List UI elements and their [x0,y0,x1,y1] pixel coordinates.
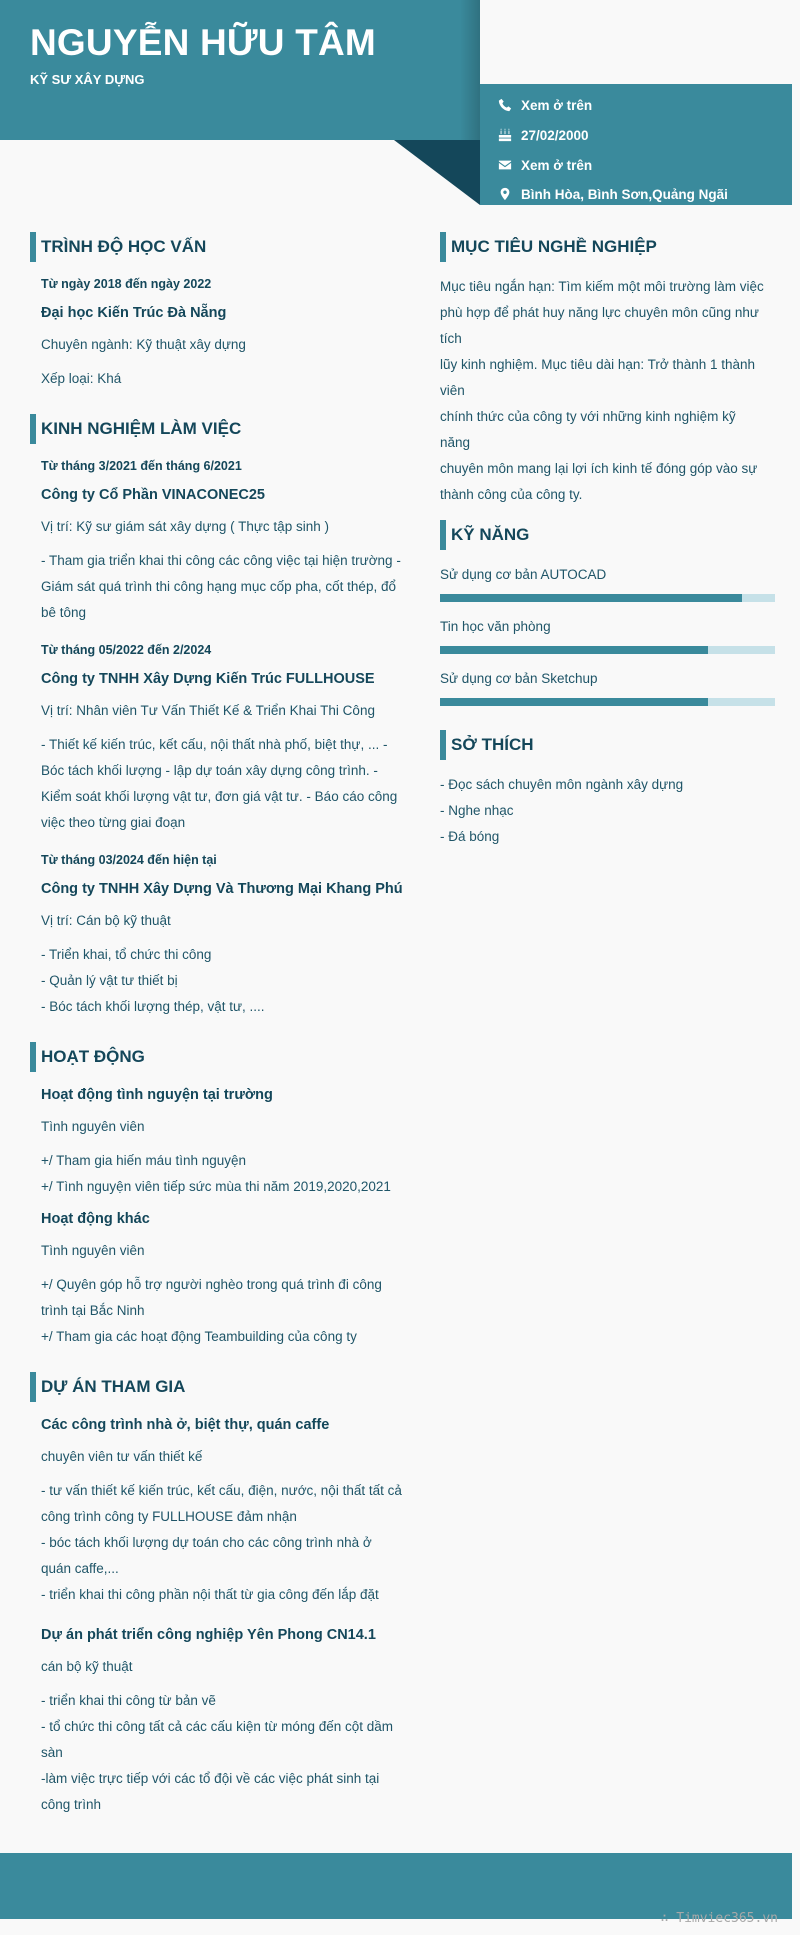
project-line: - tư vấn thiết kế kiến trúc, kết cấu, điện, nước, nội thất tất cả [41,1483,402,1498]
skill-label: Tin học văn phòng [440,619,551,634]
header-band [0,0,480,140]
activity-line: +/ Tham gia hiến máu tình nguyện [41,1153,247,1168]
activity-name: Hoạt động tình nguyện tại trường [41,1087,273,1103]
objective-line: tích [440,331,462,346]
job-description-line: Giám sát quá trình thi công hạng mục cốp pha, cốt thép, đổ [41,579,396,594]
activity-line: +/ Tham gia các hoạt động Teambuilding của công ty [41,1329,357,1344]
job-company: Công ty TNHH Xây Dựng Và Thương Mại Khang Phú [41,881,403,897]
project-line: - bóc tách khối lượng dự toán cho các công trình nhà ở [41,1535,372,1550]
job-description-line: - Tham gia triển khai thi công các công việc tại hiện trường - [41,553,401,568]
left-column [30,232,415,1818]
skills-title: KỸ NĂNG [440,520,775,550]
objective-text [440,274,775,508]
objective-line: viên [440,383,465,398]
objective-line: năng [440,435,471,450]
hobby-item: - Đá bóng [440,829,500,844]
activities-title: HOẠT ĐỘNG [30,1042,415,1072]
job-description-line: Bóc tách khối lượng - lập dự toán xây dựng công trình. - [41,763,378,778]
right-column [440,232,775,850]
experience-title: KINH NGHIỆM LÀM VIỆC [30,414,415,444]
job-description-line: bê tông [41,605,87,620]
project-line: - tổ chức thi công tất cả các cấu kiện từ móng đến cột dầm [41,1719,394,1734]
header-fold-decoration [394,140,480,205]
skill-bar-fill [440,594,742,602]
project-line: quán caffe,... [41,1561,119,1576]
job-position: Vị trí: Kỹ sư giám sát xây dựng ( Thực tập sinh ) [41,519,329,534]
education-date: Từ ngày 2018 đến ngày 2022 [41,277,212,291]
job-date: Từ tháng 03/2024 đến hiện tại [41,853,217,867]
contact-panel [480,84,792,205]
objective-line: phù hợp để phát huy năng lực chuyên môn cũng như [440,305,759,320]
objective-line: thành công của công ty. [440,487,583,502]
contact-email [498,155,592,175]
project-line: - triển khai thi công phần nội thất từ gia công đến lắp đặt [41,1587,379,1602]
objective-title: MỤC TIÊU NGHỀ NGHIỆP [440,232,775,262]
contact-email-value: Xem ở trên [521,157,593,173]
activity-role: Tình nguyên viên [41,1243,145,1258]
education-entry [30,274,415,392]
project-line: -làm việc trực tiếp với các tổ đội về các việc phát sinh tại [41,1771,380,1786]
education-title: TRÌNH ĐỘ HỌC VẤN [30,232,415,262]
contact-phone [498,95,592,115]
contact-birthday-value: 27/02/2000 [521,127,589,143]
hobby-item: - Đọc sách chuyên môn ngành xây dựng [440,777,684,792]
birthday-cake-icon [498,128,512,142]
job-description-line: - Bóc tách khối lượng thép, vật tư, .... [41,999,265,1014]
contact-address [498,184,728,204]
envelope-icon [498,158,512,172]
education-major: Chuyên ngành: Kỹ thuật xây dựng [41,337,246,352]
education-school: Đại học Kiến Trúc Đà Nẵng [41,305,227,321]
job-date: Từ tháng 3/2021 đến tháng 6/2021 [41,459,242,473]
candidate-job-title: KỸ SƯ XÂY DỰNG [30,72,145,87]
project-line: - triển khai thi công từ bản vẽ [41,1693,216,1708]
job-company: Công ty Cổ Phần VINACONEC25 [41,487,265,503]
job-position: Vị trí: Cán bộ kỹ thuật [41,913,171,928]
projects-title: DỰ ÁN THAM GIA [30,1372,415,1402]
project-line: công trình [41,1797,102,1812]
job-description-line: - Triển khai, tổ chức thi công [41,947,212,962]
job-description-line: - Thiết kế kiến trúc, kết cấu, nội thất nhà phố, biệt thự, ... - [41,737,388,752]
project-role: chuyên viên tư vấn thiết kế [41,1449,203,1464]
skill-bar [440,646,775,654]
job-position: Vị trí: Nhân viên Tư Vấn Thiết Kế & Triển Khai Thi Công [41,703,375,718]
contact-phone-value: Xem ở trên [521,97,593,113]
contact-address-value: Bình Hòa, Bình Sơn,Quảng Ngãi [521,186,728,202]
project-name: Các công trình nhà ở, biệt thự, quán caffe [41,1417,330,1433]
skill-bar [440,594,775,602]
project-line: công trình công ty FULLHOUSE đảm nhận [41,1509,297,1524]
contact-birthday [498,125,589,145]
project-name: Dự án phát triển công nghiệp Yên Phong CN14.1 [41,1627,376,1643]
projects-entry [30,1414,415,1818]
job-description-line: việc theo từng giai đoạn [41,815,186,830]
education-grade: Xếp loại: Khá [41,371,122,386]
project-role: cán bộ kỹ thuật [41,1659,133,1674]
project-line: sàn [41,1745,63,1760]
job-date: Từ tháng 05/2022 đến 2/2024 [41,643,212,657]
header-shadow [460,0,480,140]
activity-line: +/ Tình nguyện viên tiếp sức mùa thi năm 2019,2020,2021 [41,1179,391,1194]
activity-line: +/ Quyên góp hỗ trợ người nghèo trong quá trình đi công [41,1277,382,1292]
hobbies-list [440,772,775,850]
job-company: Công ty TNHH Xây Dựng Kiến Trúc FULLHOUSE [41,671,375,687]
objective-line: lũy kinh nghiệm. Mục tiêu dài hạn: Trở thành 1 thành [440,357,756,372]
phone-icon [498,98,512,112]
skill-bar-fill [440,646,708,654]
skills-list [440,562,775,706]
activities-entry [30,1084,415,1350]
footer-band [0,1853,792,1919]
skill-label: Sử dụng cơ bản AUTOCAD [440,567,607,582]
skill-label: Sử dụng cơ bản Sketchup [440,671,598,686]
hobby-item: - Nghe nhạc [440,803,514,818]
activity-name: Hoạt động khác [41,1211,150,1227]
hobbies-title: SỞ THÍCH [440,730,775,760]
job-description-line: - Quản lý vật tư thiết bị [41,973,178,988]
objective-line: Mục tiêu ngắn hạn: Tìm kiếm một môi trường làm việc [440,279,764,294]
experience-entry [30,456,415,1020]
job-description-line: Kiểm soát khối lượng vật tư, đơn giá vật tư. - Báo cáo công [41,789,398,804]
skill-bar-fill [440,698,708,706]
map-pin-icon [498,187,512,201]
activity-line: trình tại Bắc Ninh [41,1303,145,1318]
watermark: ∴ Timviec365.vn [660,1911,778,1926]
activity-role: Tình nguyên viên [41,1119,145,1134]
objective-line: chuyên môn mang lại lợi ích kinh tế đóng góp vào sự [440,461,758,476]
skill-bar [440,698,775,706]
objective-line: chính thức của công ty với những kinh nghiệm kỹ [440,409,736,424]
candidate-name: NGUYỄN HỮU TÂM [30,22,376,63]
